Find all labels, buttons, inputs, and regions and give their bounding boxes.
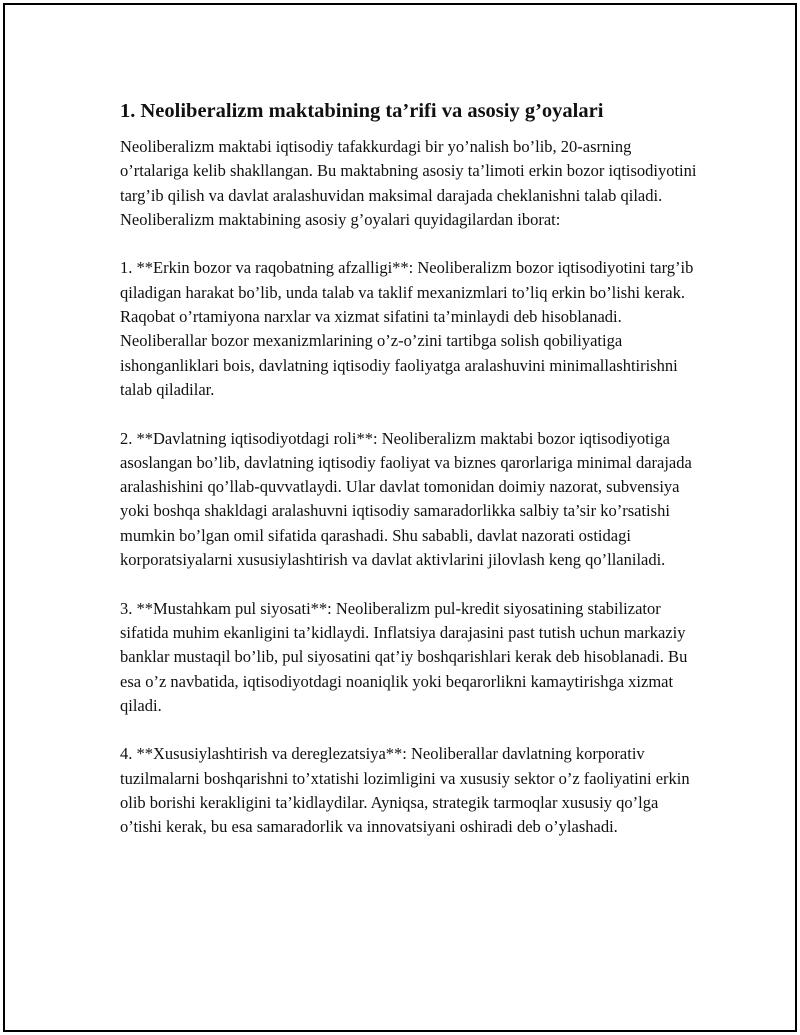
page-frame xyxy=(3,3,797,1032)
section-title: 1. Neoliberalizm maktabining ta’rifi va asosiy g’oyalari xyxy=(120,100,604,122)
paragraph-privatization: 4. **Xususiylashtirish va dereglezatsiya**: Neoliberallar davlatning korporativ tuzilmalarni boshqarishni to’xtatishi lozimligini va xususiy sektor o’z faoliyatini erkin olib borishi kerakligini ta’kidlaydilar. Ayniqsa, strategik tarmoqlar xususiy qo’lga o’tishi kerak, bu esa samaradorlik va innovatsiyani oshiradi deb o’ylashadi. xyxy=(120,744,690,837)
paragraph-free-market: 1. **Erkin bozor va raqobatning afzalligi**: Neoliberalizm bozor iqtisodiyotini targ’ib qiladigan harakat bo’lib, unda talab va taklif mexanizmlari to’liq erkin bo’lishi kerak. Raqobat o’rtamiyona narxlar va xizmat sifatini ta’minlaydi deb hisoblanadi. Neoliberallar bozor mexanizmlarining o’z-o’zini tartibga solish qobiliyatiga ishonganliklari bois, davlatning iqtisodiy faoliyatga aralashuvini minimallashtirishni talab qiladilar. xyxy=(120,258,694,399)
paragraph-state-role: 2. **Davlatning iqtisodiyotdagi roli**: Neoliberalizm maktabi bozor iqtisodiyotiga asoslangan bo’lib, davlatning iqtisodiy faoliyat va biznes qarorlariga minimal darajada aralashishini qo’llab-quvvatlaydi. Ular davlat tomonidan doimiy nazorat, subvensiya yoki boshqa shakldagi aralashuvni iqtisodiy samaradorlikka salbiy ta’sir ko’rsatishi mumkin bo’lgan omil sifatida qarashadi. Shu sababli, davlat nazorati ostidagi korporatsiyalarni xususiylashtirish va davlat aktivlarini jilovlash keng qo’llaniladi. xyxy=(120,428,692,570)
paragraph-monetary-policy: 3. **Mustahkam pul siyosati**: Neoliberalizm pul-kredit siyosatining stabilizator sifatida muhim ekanligini ta’kidlaydi. Inflatsiya darajasini past tutish uchun markaziy banklar mustaqil bo’lib, pul siyosatini qat’iy boshqarishlari kerak deb hisoblanadi. Bu esa o’z navbatida, iqtisodiyotdagi noaniqlik yoki beqarorlikni kamaytirishga xizmat qiladi. xyxy=(120,598,688,715)
document-body xyxy=(120,97,700,864)
intro-paragraph: Neoliberalizm maktabi iqtisodiy tafakkurdagi bir yo’nalish bo’lib, 20-asrning o’rtalariga kelib shakllangan. Bu maktabning asosiy ta’limoti erkin bozor iqtisodiyotini targ’ib qilish va davlat aralashuvidan maksimal darajada cheklanishni talab qiladi. Neoliberalizm maktabining asosiy g’oyalari quyidagilardan iborat: xyxy=(120,137,697,229)
